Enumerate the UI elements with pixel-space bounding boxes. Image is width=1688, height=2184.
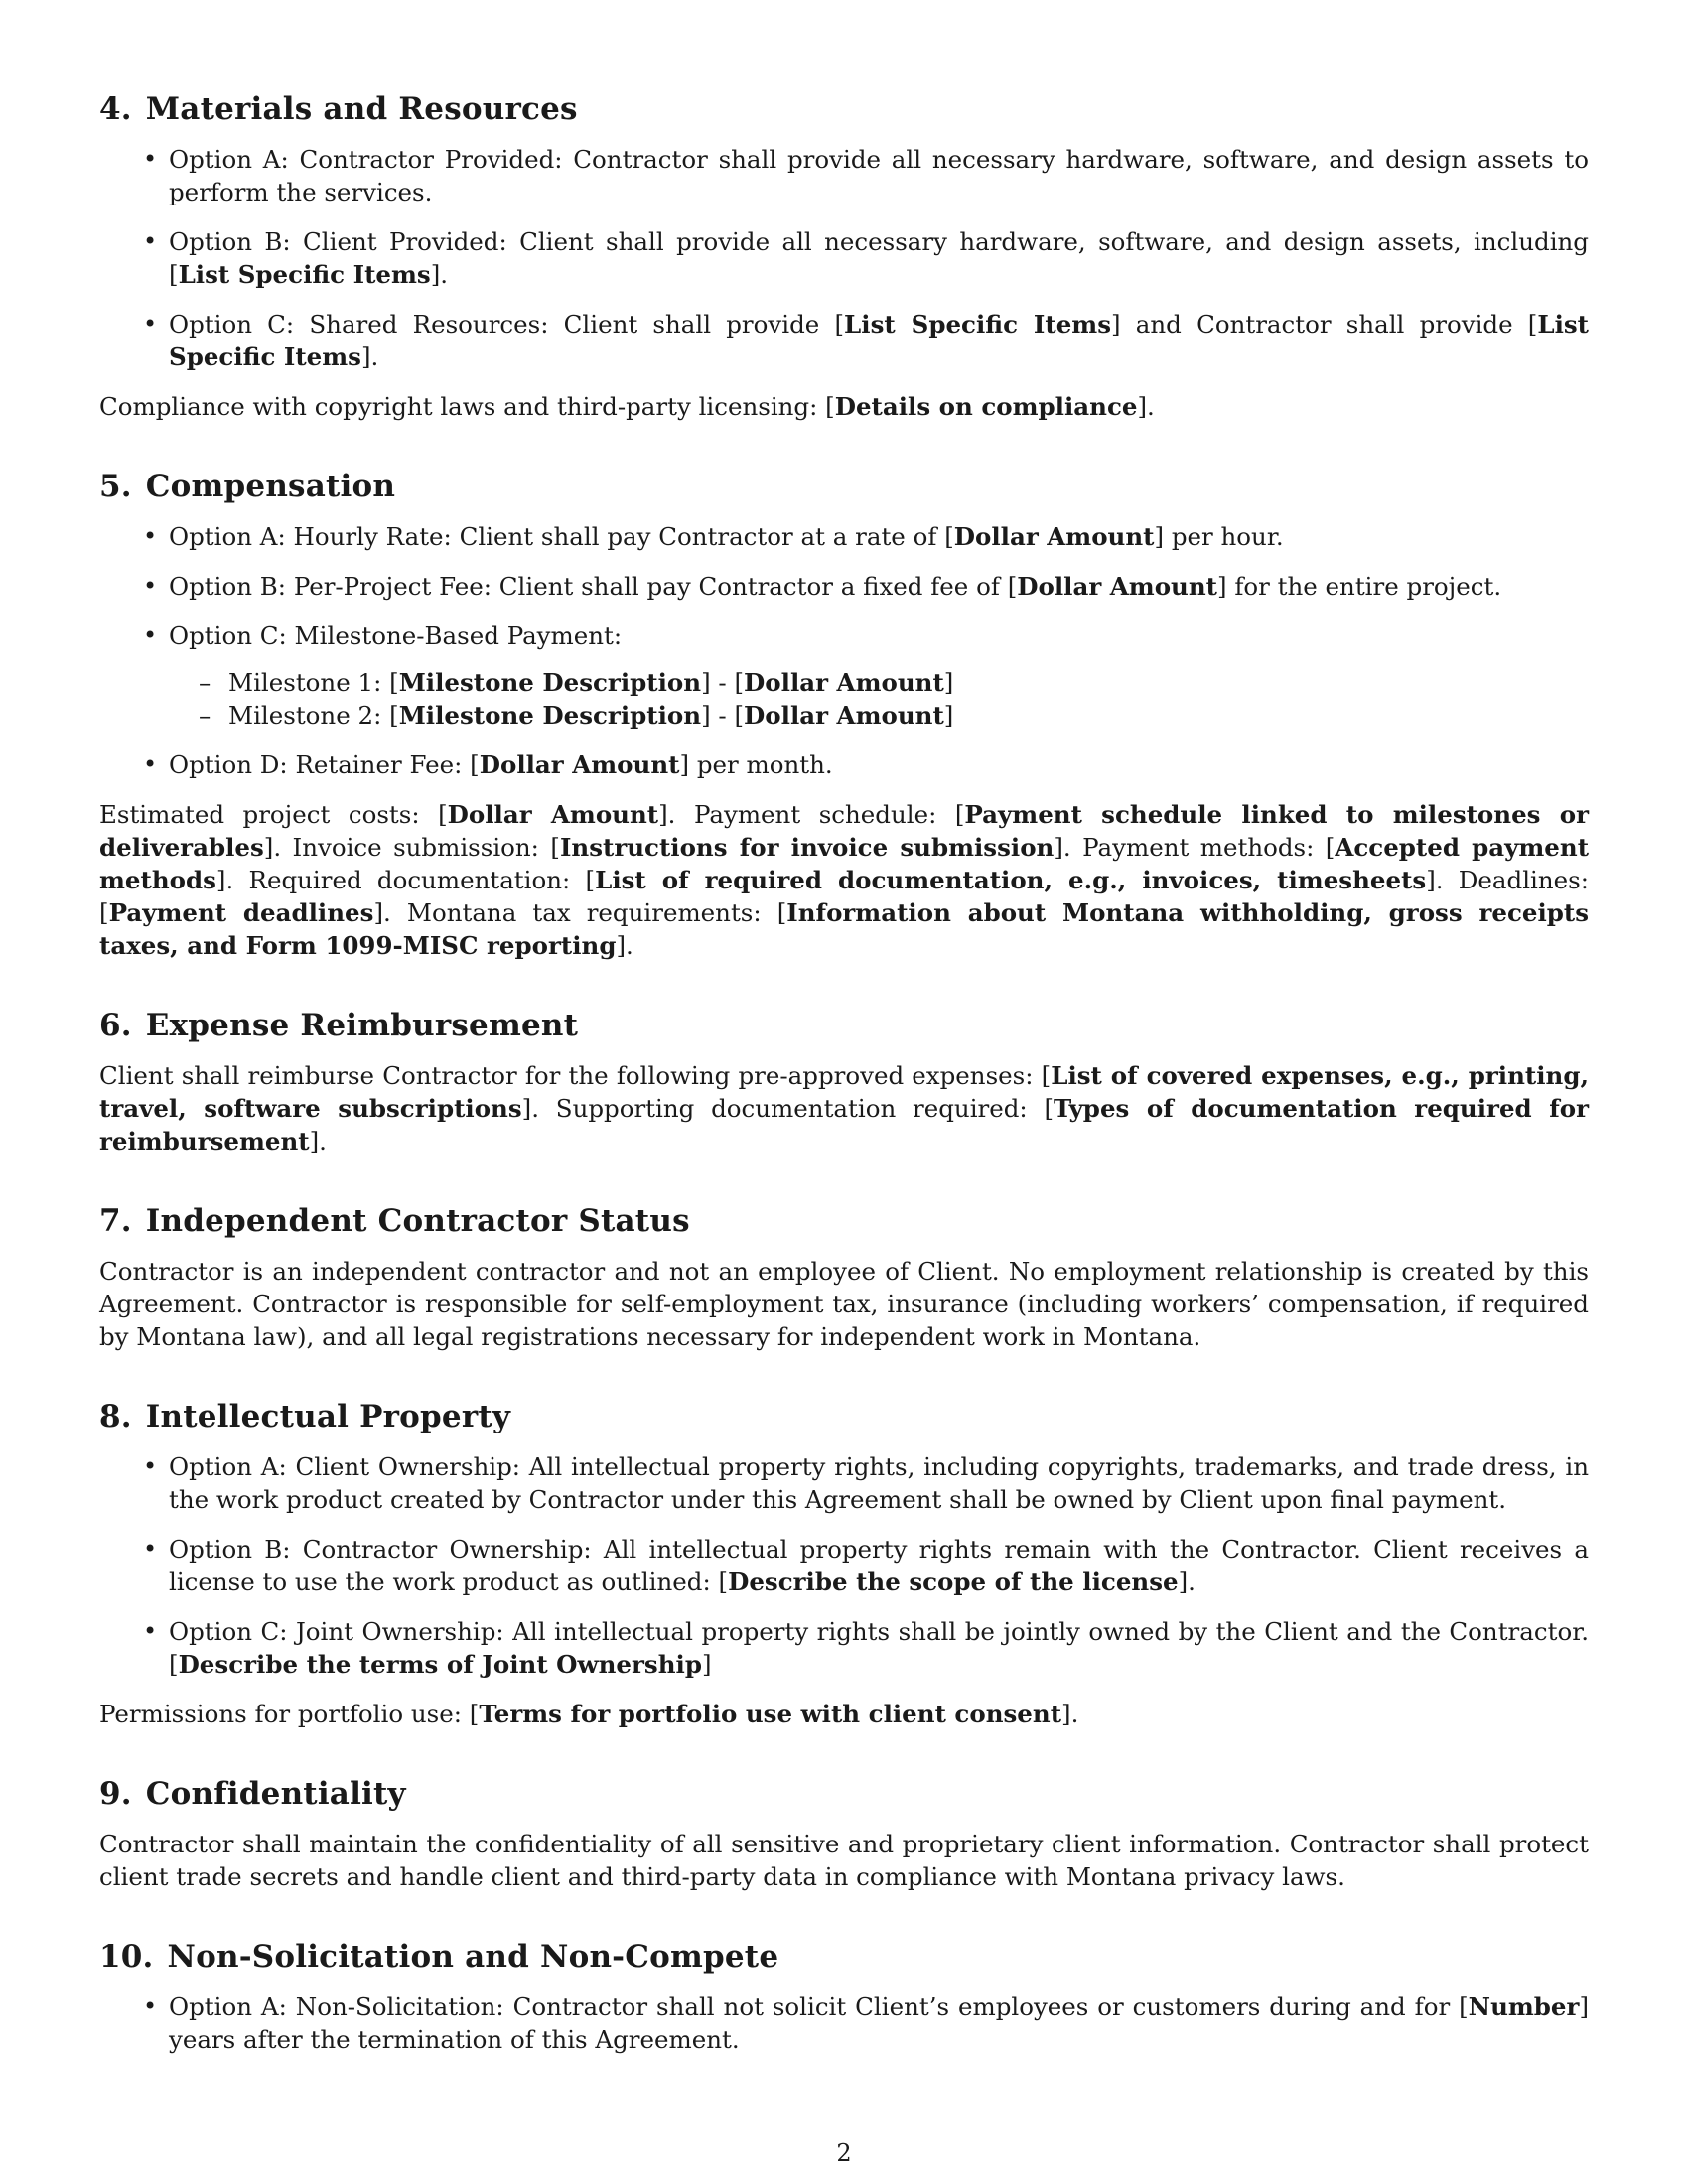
list-item: • Option A: Contractor Provided: Contractor shall provide all necessary hardware, software, and design assets to perform the services.	[169, 143, 1589, 208]
list-item: • Option A: Non-Solicitation: Contractor shall not solicit Client’s employees or customers during and for [Number] years after the termination of this Agreement.	[169, 1990, 1589, 2056]
section-heading: 6. Expense Reimbursement	[99, 1008, 579, 1043]
section-non-solicitation-and-non-compete	[99, 1937, 1589, 2056]
list-item: • Option B: Per-Project Fee: Client shall pay Contractor a fixed fee of [Dollar Amount] for the entire project.	[169, 570, 1589, 603]
section-heading: 8. Intellectual Property	[99, 1399, 511, 1434]
section-heading: 10. Non-Solicitation and Non-Compete	[99, 1939, 779, 1975]
paragraph: Contractor is an independent contractor and not an employee of Client. No employment relationship is created by this Agreement. Contractor is responsible for self-employment tax, insurance (including workers’ compensation, if required by Montana law), and all legal registrations necessary for independent work in Montana.	[99, 1257, 1589, 1351]
section-expense-reimbursement	[99, 1006, 1589, 1158]
section-heading: 9. Confidentiality	[99, 1776, 406, 1812]
section-confidentiality	[99, 1774, 1589, 1893]
options-list	[99, 520, 1589, 781]
paragraph: Client shall reimburse Contractor for the following pre-approved expenses: [List of covered expenses, e.g., printing, travel, software subscriptions]. Supporting documentation required: [Types of documentation required for reimbursement].	[99, 1061, 1589, 1156]
paragraph: Permissions for portfolio use: [Terms for portfolio use with client consent].	[99, 1700, 1079, 1728]
section-heading: 4. Materials and Resources	[99, 91, 578, 127]
paragraph: Estimated project costs: [Dollar Amount]. Payment schedule: [Payment schedule linked to milestones or deliverables]. Invoice submission: [Instructions for invoice submission]. Payment methods: [Accepted payment methods]. Required documentation: [List of required documentation, e.g., invoices, timesheets]. Deadlines: [Payment deadlines]. Montana tax requirements: [Information about Montana withholding, gross receipts taxes, and Form 1099-MISC reporting].	[99, 800, 1590, 960]
paragraph: Compliance with copyright laws and third-party licensing: [Details on compliance].	[99, 392, 1155, 421]
options-list	[99, 1450, 1589, 1681]
milestone-item: – Milestone 1: [Milestone Description] - [Dollar Amount]	[228, 666, 1589, 699]
list-item: • Option C: Milestone-Based Payment: – Milestone 1: [Milestone Description] - [Dollar Amount] – Milestone 2: [Milestone Description] - [Dollar Amount]	[169, 619, 1589, 732]
options-list	[99, 1990, 1589, 2056]
list-item: • Option D: Retainer Fee: [Dollar Amount] per month.	[169, 749, 1589, 781]
list-item: • Option C: Joint Ownership: All intellectual property rights shall be jointly owned by the Client and the Contractor. [Describe the terms of Joint Ownership]	[169, 1615, 1589, 1681]
section-heading: 7. Independent Contractor Status	[99, 1203, 690, 1239]
section-materials-and-resources	[99, 89, 1589, 423]
section-independent-contractor-status	[99, 1201, 1589, 1353]
milestone-item: – Milestone 2: [Milestone Description] - [Dollar Amount]	[228, 699, 1589, 732]
list-item: • Option A: Hourly Rate: Client shall pay Contractor at a rate of [Dollar Amount] per hour.	[169, 520, 1589, 553]
paragraph: Contractor shall maintain the confidentiality of all sensitive and proprietary client information. Contractor shall protect client trade secrets and handle client and third-party data in compliance with Montana privacy laws.	[99, 1830, 1589, 1891]
list-item: • Option B: Contractor Ownership: All intellectual property rights remain with the Contractor. Client receives a license to use the work product as outlined: [Describe the scope of the license].	[169, 1533, 1589, 1598]
section-heading: 5. Compensation	[99, 469, 396, 504]
list-item: • Option A: Client Ownership: All intellectual property rights, including copyrights, trademarks, and trade dress, in the work product created by Contractor under this Agreement shall be owned by Client upon final payment.	[169, 1450, 1589, 1516]
list-item: • Option B: Client Provided: Client shall provide all necessary hardware, software, and design assets, including [List Specific Items].	[169, 225, 1589, 291]
page-number: 2	[836, 2139, 852, 2167]
section-compensation	[99, 467, 1589, 962]
list-item: • Option C: Shared Resources: Client shall provide [List Specific Items] and Contractor shall provide [List Specific Items].	[169, 308, 1589, 373]
document-page	[99, 89, 1589, 2073]
section-intellectual-property	[99, 1397, 1589, 1730]
milestone-list	[169, 666, 1589, 732]
options-list	[99, 143, 1589, 373]
